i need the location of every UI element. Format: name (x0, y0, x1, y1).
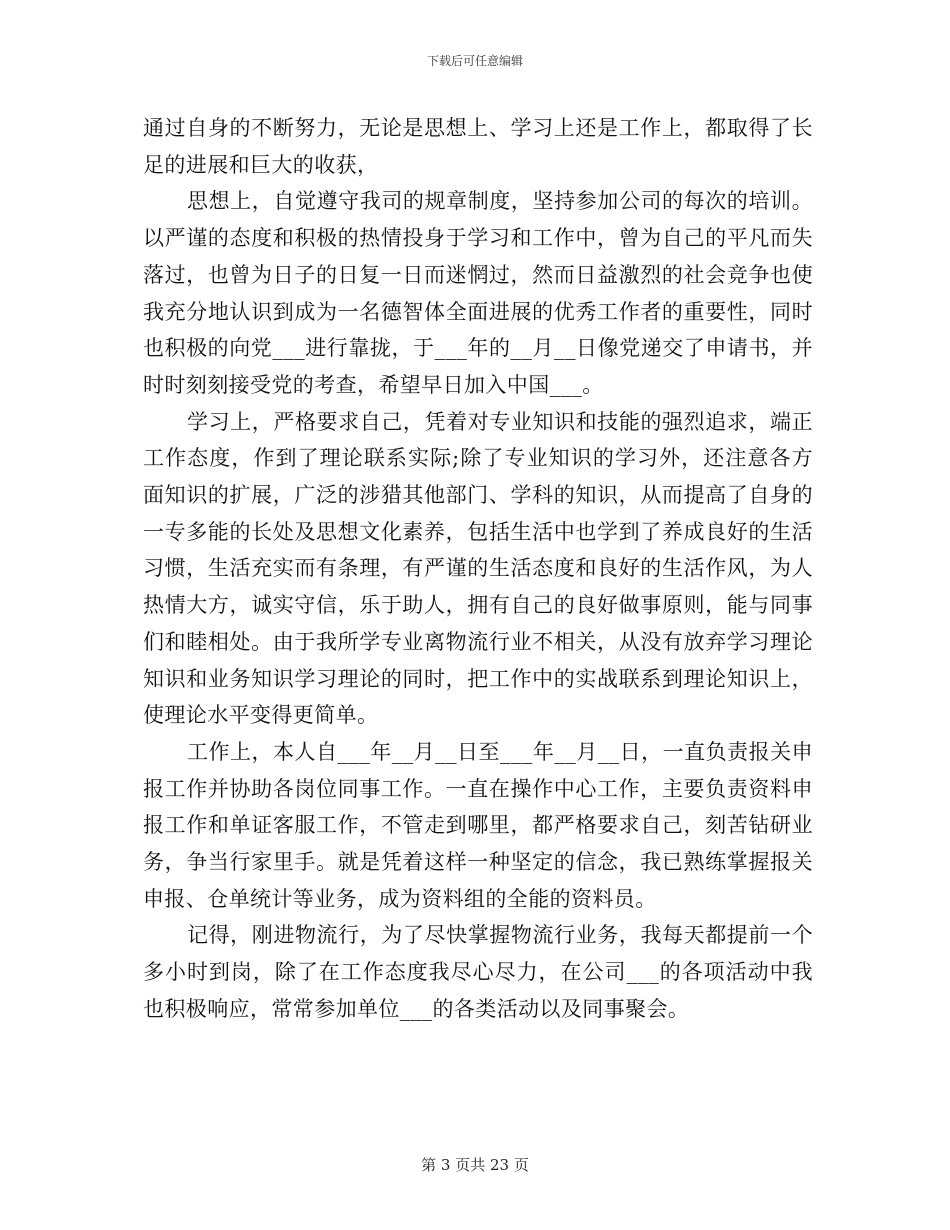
paragraph-study: 学习上，严格要求自己，凭着对专业知识和技能的强烈追求，端正工作态度，作到了理论联系实际;除了专业知识的学习外，还注意各方面知识的扩展，广泛的涉猎其他部门、学科的知识，从而提高了自身的一专多能的长处及思想文化素养，包括生活中也学到了养成良好的生活习惯，生活充实而有条理，有严谨的生活态度和良好的生活作风，为人热情大方，诚实守信，乐于助人，拥有自己的良好做事原则，能与同事们和睦相处。由于我所学专业离物流行业不相关，从没有放弃学习理论知识和业务知识学习理论的同时，把工作中的实战联系到理论知识上，使理论水平变得更简单。 (143, 409, 813, 728)
page-number: 第 3 页共 23 页 (421, 1156, 529, 1174)
paragraph-memory: 记得，刚进物流行，为了尽快掌握物流行业务，我每天都提前一个多小时到岗，除了在工作态度我尽心尽力，在公司___的各项活动中我也积极响应，常常参加单位___的各类活动以及同事聚会。 (143, 923, 813, 1021)
page-header: 下载后可任意编辑 (426, 54, 523, 68)
document-body (143, 110, 813, 1028)
paragraph-continuation: 通过自身的不断努力，无论是思想上、学习上还是工作上，都取得了长足的进展和巨大的收获， (143, 116, 813, 177)
paragraph-ideology: 思想上，自觉遵守我司的规章制度，坚持参加公司的每次的培训。以严谨的态度和积极的热情投身于学习和工作中，曾为自己的平凡而失落过，也曾为日子的日复一日而迷惘过，然而日益激烈的社会竞争也使我充分地认识到成为一名德智体全面进展的优秀工作者的重要性，同时也积极的向党___进行靠拢，于___年的__月__日像党递交了申请书，并时时刻刻接受党的考查，希望早日加入中国___。 (143, 189, 813, 397)
paragraph-work: 工作上，本人自___年__月__日至___年__月__日，一直负责报关申报工作并协助各岗位同事工作。一直在操作中心工作，主要负责资料申报工作和单证客服工作，不管走到哪里，都严格要求自己，刻苦钻研业务，争当行家里手。就是凭着这样一种坚定的信念，我已熟练掌握报关申报、仓单统计等业务，成为资料组的全能的资料员。 (143, 739, 813, 911)
